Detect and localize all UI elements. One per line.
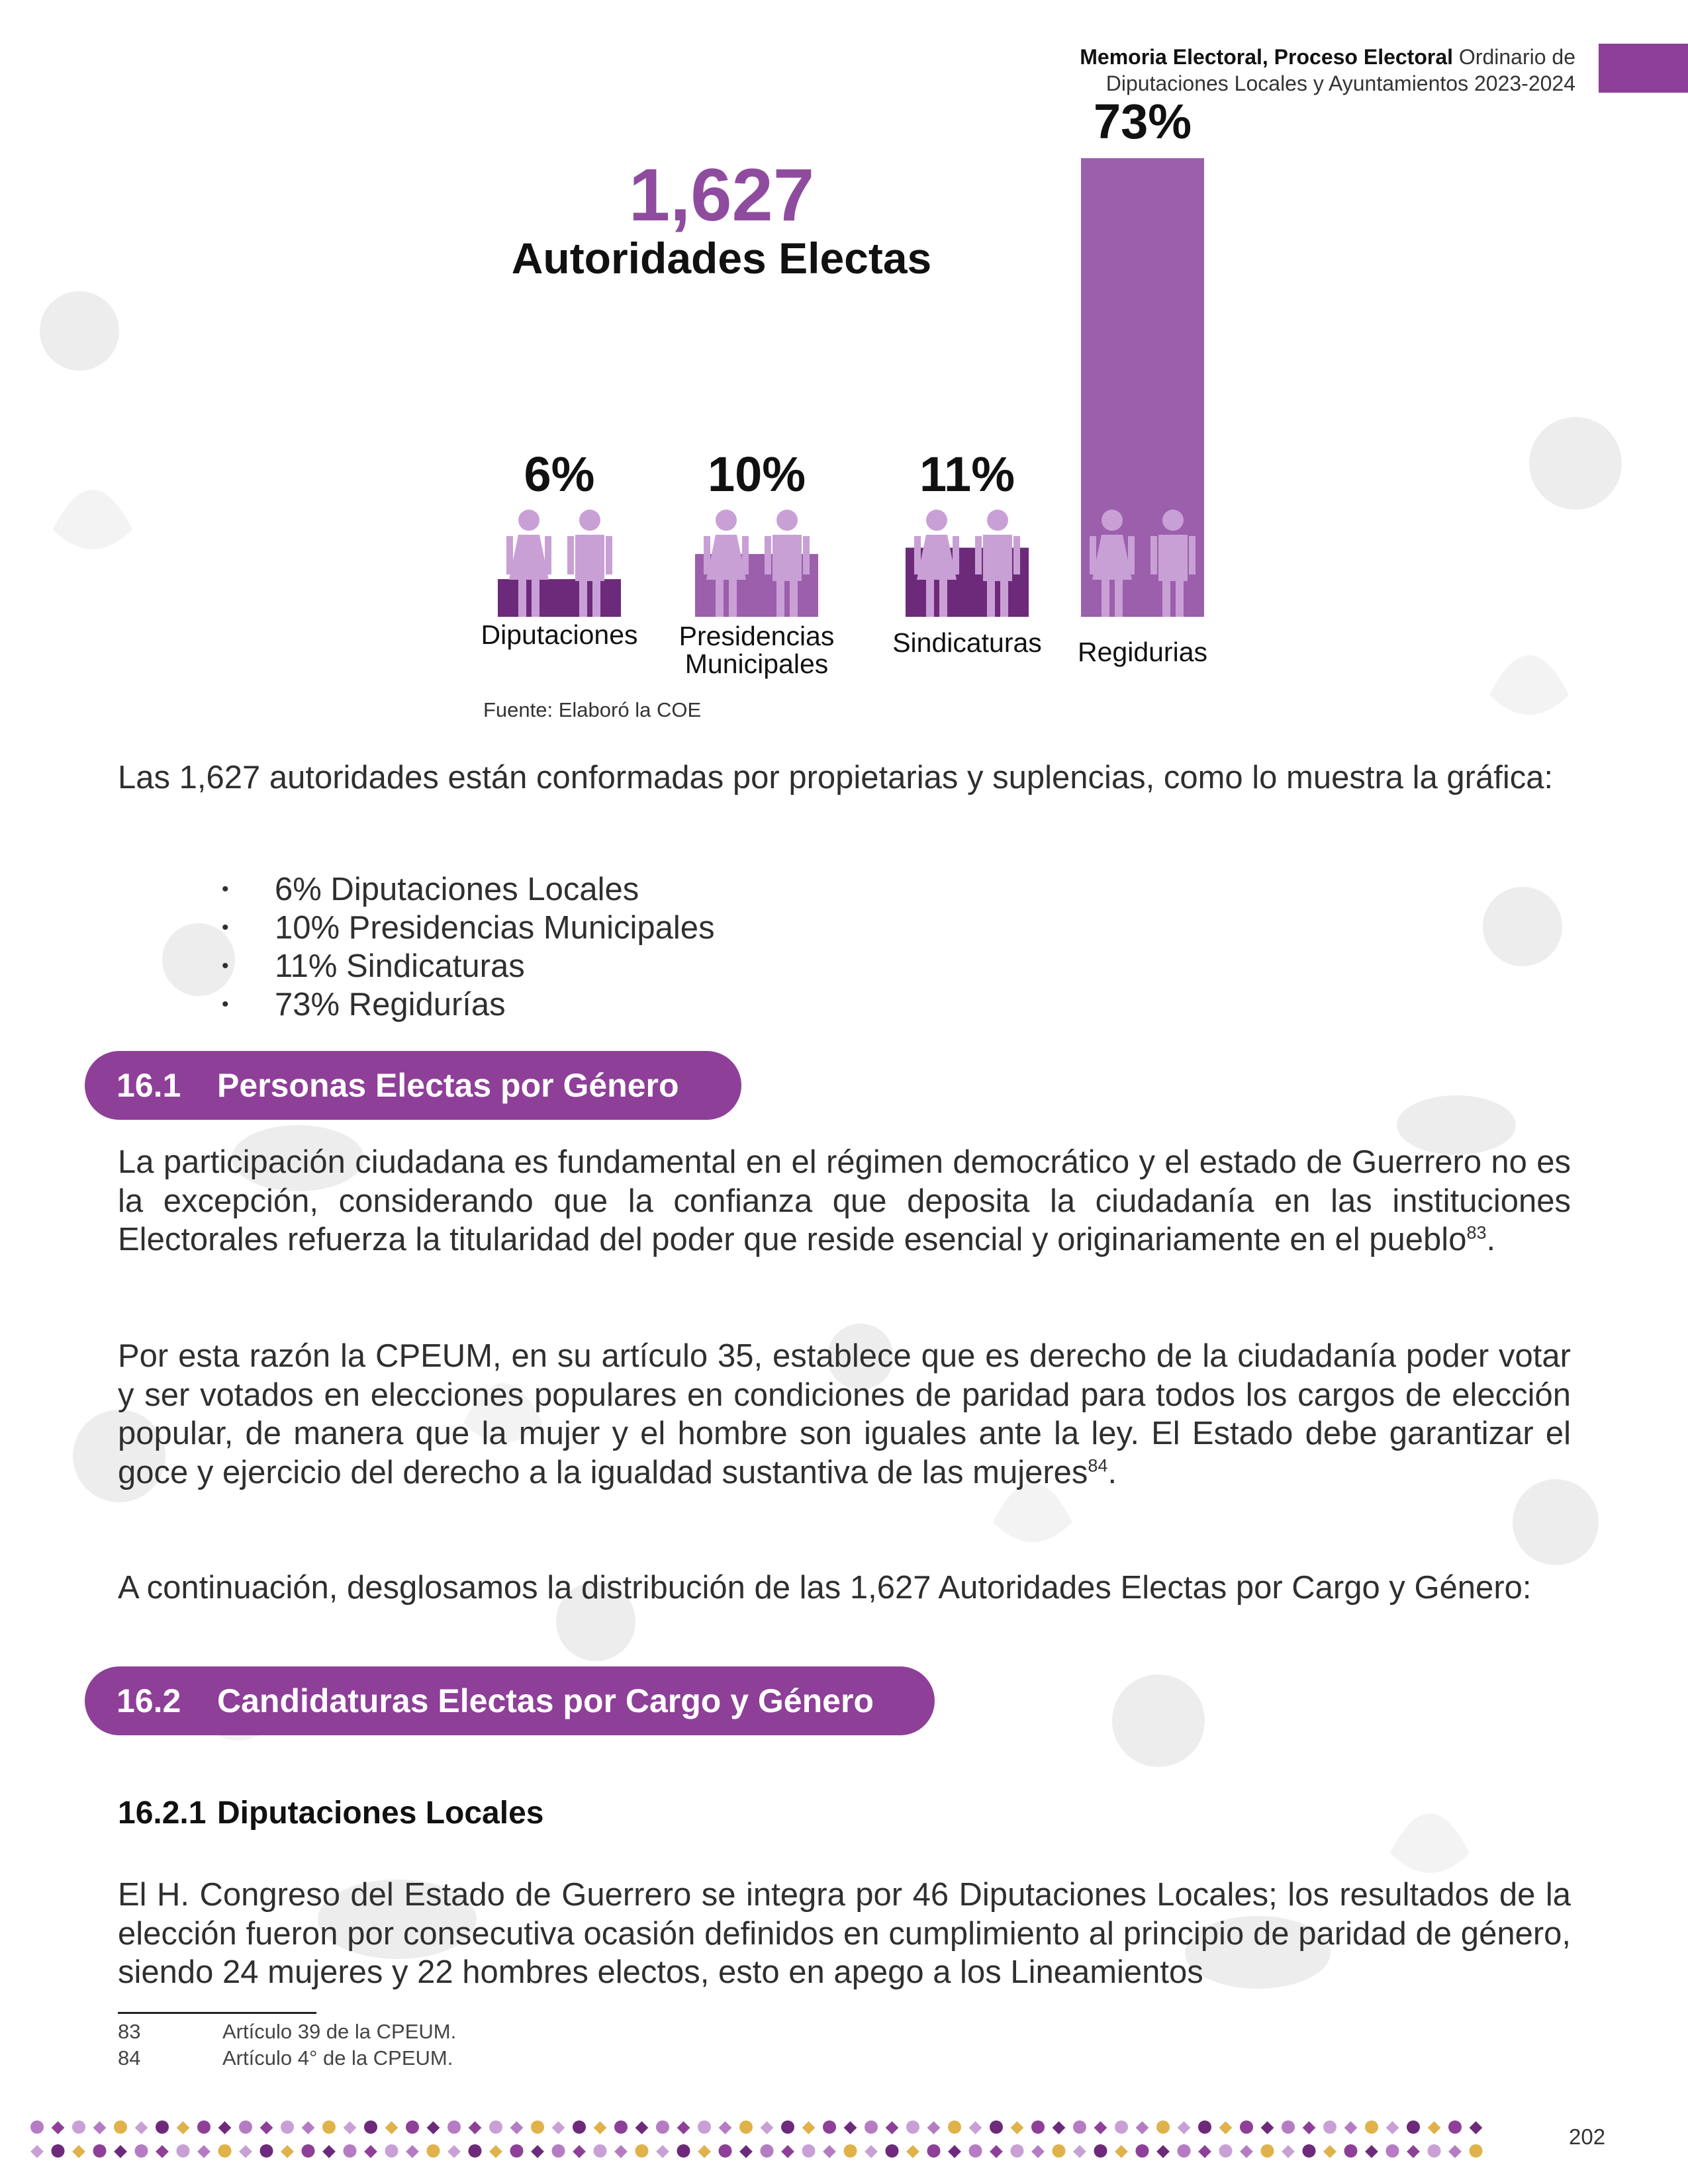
footnote-ref: 84 xyxy=(1088,1455,1108,1476)
category-label-line: Presidencias xyxy=(679,621,835,651)
chart-group xyxy=(695,510,818,617)
embroidery-motif xyxy=(719,2144,732,2158)
embroidery-motif xyxy=(1011,2121,1024,2134)
section-number: 16.2 xyxy=(117,1682,181,1719)
page-number: 202 xyxy=(1569,2124,1606,2149)
embroidery-motif xyxy=(1282,2120,1295,2134)
data-label: 11% xyxy=(919,447,1015,502)
embroidery-motif xyxy=(1240,2145,1253,2158)
category-label xyxy=(1037,638,1248,666)
embroidery-motif xyxy=(1053,2121,1066,2134)
embroidery-motif xyxy=(197,2145,211,2158)
embroidery-motif xyxy=(1094,2121,1107,2134)
embroidery-motif xyxy=(990,2145,1003,2158)
embroidery-motif xyxy=(135,2121,148,2134)
section-title: Candidaturas Electas por Cargo y Género xyxy=(217,1682,874,1719)
list-item: • 11% Sindicaturas xyxy=(222,947,715,985)
embroidery-motif xyxy=(552,2121,565,2134)
embroidery-motif xyxy=(1031,2145,1045,2158)
bullet-list xyxy=(222,870,715,1024)
chart-group xyxy=(1081,158,1204,617)
embroidery-motif xyxy=(656,2145,669,2158)
embroidery-motif xyxy=(739,2145,753,2158)
embroidery-motif xyxy=(948,2145,961,2158)
data-label: 73% xyxy=(1093,94,1192,149)
embroidery-motif xyxy=(72,2145,85,2158)
embroidery-motif xyxy=(531,2120,544,2134)
embroidery-motif xyxy=(1323,2145,1336,2158)
embroidery-motif xyxy=(844,2121,857,2134)
paragraph-text: Por esta razón la CPEUM, en su artículo 35, establece que es derecho de la ciudadanía poder votar y ser votados en elecciones populares en condiciones de paridad para todos los cargos de elección popular, de manera que la mujer y el hombre son iguales ante la ley. El Estado debe garantizar el goce y ejercicio del derecho a la igualdad sustantiva de las mujeres xyxy=(118,1338,1571,1490)
embroidery-motif xyxy=(1073,2145,1086,2158)
embroidery-motif xyxy=(72,2120,85,2134)
embroidery-motif xyxy=(906,2120,919,2134)
chart-group xyxy=(498,510,621,617)
embroidery-motif xyxy=(1053,2144,1066,2158)
embroidery-motif xyxy=(1386,2144,1399,2158)
embroidery-motif xyxy=(469,2121,482,2134)
embroidery-motif xyxy=(52,2144,65,2158)
category-label-line: Diputaciones xyxy=(481,619,638,650)
bar-chart xyxy=(0,0,1688,728)
embroidery-motif xyxy=(635,2121,649,2134)
embroidery-motif xyxy=(1094,2144,1107,2158)
embroidery-motif xyxy=(218,2121,232,2134)
embroidery-motif xyxy=(677,2144,690,2158)
section-title: Personas Electas por Género xyxy=(217,1067,679,1104)
embroidery-motif xyxy=(1407,2120,1420,2134)
embroidery-motif xyxy=(1303,2121,1316,2134)
section-heading-16-2 xyxy=(85,1666,935,1735)
embroidery-motif xyxy=(948,2120,961,2134)
embroidery-motif xyxy=(1303,2144,1316,2158)
embroidery-motif xyxy=(802,2121,816,2134)
embroidery-motif xyxy=(135,2144,148,2158)
embroidery-motif xyxy=(823,2120,836,2134)
list-item: • 6% Diputaciones Locales xyxy=(222,870,715,909)
embroidery-motif xyxy=(447,2145,461,2158)
embroidery-motif xyxy=(1178,2144,1191,2158)
embroidery-motif xyxy=(156,2145,169,2158)
embroidery-motif xyxy=(781,2145,794,2158)
chart-group xyxy=(906,510,1029,617)
category-label xyxy=(651,622,863,678)
embroidery-motif xyxy=(260,2144,273,2158)
subsection-title: Diputaciones Locales xyxy=(217,1796,544,1831)
embroidery-motif xyxy=(1073,2120,1086,2134)
embroidery-motif xyxy=(52,2121,65,2134)
embroidery-motif xyxy=(489,2120,502,2134)
embroidery-motif xyxy=(1261,2121,1274,2134)
category-label xyxy=(453,621,665,649)
embroidery-motif xyxy=(739,2120,753,2134)
embroidery-motif xyxy=(865,2145,878,2158)
embroidery-motif xyxy=(1136,2144,1149,2158)
footnote-ref: 83 xyxy=(1466,1222,1487,1243)
footnote-rule xyxy=(118,2012,316,2014)
embroidery-motif xyxy=(969,2121,982,2134)
embroidery-motif xyxy=(385,2144,399,2158)
embroidery-motif xyxy=(677,2121,690,2134)
embroidery-motif xyxy=(322,2145,336,2158)
subsection-heading xyxy=(118,1795,543,1831)
embroidery-motif xyxy=(781,2120,794,2134)
embroidery-motif xyxy=(698,2120,711,2134)
subsection-number: 16.2.1 xyxy=(118,1796,207,1831)
embroidery-motif xyxy=(1219,2121,1233,2134)
embroidery-motif xyxy=(1156,2120,1170,2134)
embroidery-motif xyxy=(573,2120,586,2134)
chart-title: 1,627 xyxy=(628,154,815,236)
embroidery-motif xyxy=(1240,2120,1253,2134)
embroidery-motif xyxy=(719,2121,732,2134)
embroidery-motif xyxy=(865,2120,878,2134)
embroidery-motif xyxy=(552,2144,565,2158)
embroidery-motif xyxy=(427,2121,440,2134)
embroidery-motif xyxy=(1365,2120,1378,2134)
embroidery-motif xyxy=(761,2121,774,2134)
embroidery-motif xyxy=(239,2120,252,2134)
embroidery-motif xyxy=(364,2120,377,2134)
paragraph-continuacion: A continuación, desglosamos la distribución de las 1,627 Autoridades Electas por Cargo y Género: xyxy=(118,1570,1532,1606)
embroidery-motif xyxy=(886,2144,899,2158)
embroidery-motif xyxy=(427,2144,440,2158)
list-item: • 10% Presidencias Municipales xyxy=(222,909,715,947)
embroidery-motif xyxy=(469,2144,482,2158)
embroidery-motif xyxy=(93,2144,107,2158)
embroidery-motif xyxy=(844,2144,857,2158)
embroidery-motif xyxy=(1011,2144,1024,2158)
embroidery-motif xyxy=(1156,2145,1170,2158)
embroidery-motif xyxy=(927,2121,941,2134)
embroidery-motif xyxy=(990,2120,1003,2134)
embroidery-motif xyxy=(1407,2145,1420,2158)
embroidery-motif xyxy=(1178,2121,1191,2134)
embroidery-motif xyxy=(1282,2145,1295,2158)
embroidery-motif xyxy=(1470,2121,1483,2134)
embroidery-motif xyxy=(1448,2120,1462,2134)
embroidery-motif xyxy=(30,2120,44,2134)
embroidery-motif xyxy=(531,2145,544,2158)
embroidery-motif xyxy=(1198,2145,1211,2158)
embroidery-motif xyxy=(447,2120,461,2134)
embroidery-motif xyxy=(510,2144,524,2158)
embroidery-motif xyxy=(177,2121,190,2134)
embroidery-motif xyxy=(802,2144,816,2158)
embroidery-motif xyxy=(969,2144,982,2158)
paragraph-end: . xyxy=(1107,1454,1117,1490)
embroidery-border xyxy=(26,2110,1503,2169)
embroidery-motif xyxy=(177,2144,190,2158)
chart-subtitle: Autoridades Electas xyxy=(511,234,932,283)
embroidery-motif xyxy=(1115,2145,1128,2158)
embroidery-motif xyxy=(281,2145,294,2158)
footnote-text: Artículo 39 de la CPEUM. xyxy=(222,2020,457,2043)
embroidery-motif xyxy=(1428,2144,1441,2158)
category-label-line: Sindicaturas xyxy=(892,627,1042,658)
embroidery-motif xyxy=(1261,2144,1274,2158)
footnote-number: 84 xyxy=(118,2046,141,2070)
header-line2: Diputaciones Locales y Ayuntamientos 2023-2024 xyxy=(1105,71,1575,95)
embroidery-motif xyxy=(30,2145,44,2158)
embroidery-motif xyxy=(886,2121,899,2134)
footnote xyxy=(118,2019,456,2045)
embroidery-motif xyxy=(573,2145,586,2158)
embroidery-motif xyxy=(93,2121,107,2134)
embroidery-motif xyxy=(489,2145,502,2158)
embroidery-motif xyxy=(197,2120,211,2134)
embroidery-motif xyxy=(344,2144,357,2158)
category-label-line: Regidurias xyxy=(1078,637,1207,667)
embroidery-motif xyxy=(823,2145,836,2158)
footnote xyxy=(118,2045,453,2071)
footnote-number: 83 xyxy=(118,2020,141,2043)
embroidery-motif xyxy=(406,2120,419,2134)
embroidery-motif xyxy=(594,2144,607,2158)
embroidery-motif xyxy=(1386,2121,1399,2134)
list-item: • 73% Regidurías xyxy=(222,985,715,1024)
embroidery-motif xyxy=(635,2144,649,2158)
embroidery-motif xyxy=(927,2144,941,2158)
embroidery-motif xyxy=(406,2145,419,2158)
header-bold: Memoria Electoral, Proceso Electoral xyxy=(1080,45,1454,69)
embroidery-motif xyxy=(510,2121,524,2134)
embroidery-motif xyxy=(344,2121,357,2134)
embroidery-motif xyxy=(1428,2121,1441,2134)
embroidery-motif xyxy=(260,2121,273,2134)
embroidery-motif xyxy=(1365,2145,1378,2158)
embroidery-motif xyxy=(1219,2144,1233,2158)
embroidery-motif xyxy=(1344,2144,1358,2158)
embroidery-motif xyxy=(364,2145,377,2158)
embroidery-motif xyxy=(385,2121,399,2134)
paragraph-participacion xyxy=(118,1143,1571,1259)
embroidery-motif xyxy=(656,2120,669,2134)
section-heading-16-1 xyxy=(85,1051,741,1120)
data-label: 6% xyxy=(524,447,595,502)
intro-paragraph: Las 1,627 autoridades están conformadas por propietarias y suplencias, como lo muestra la gráfica: xyxy=(118,760,1554,796)
data-label: 10% xyxy=(707,447,806,502)
embroidery-motif xyxy=(114,2120,127,2134)
embroidery-motif xyxy=(1136,2121,1149,2134)
chart-bar xyxy=(498,579,621,617)
embroidery-motif xyxy=(1031,2120,1045,2134)
footnote-text: Artículo 4° de la CPEUM. xyxy=(222,2046,453,2070)
section-number: 16.1 xyxy=(117,1067,181,1104)
embroidery-motif xyxy=(1198,2120,1211,2134)
paragraph-end: . xyxy=(1486,1222,1496,1257)
embroidery-motif xyxy=(114,2145,127,2158)
embroidery-motif xyxy=(156,2120,169,2134)
embroidery-motif xyxy=(1448,2145,1462,2158)
embroidery-motif xyxy=(1344,2121,1358,2134)
paragraph-congreso: El H. Congreso del Estado de Guerrero se integra por 46 Diputaciones Locales; los resultados de la elección fueron por consecutiva ocasión definidos en cumplimiento al principio de paridad de género, siendo 24 mujeres y 22 hombres electos, esto en apego a los Lineamientos xyxy=(118,1877,1571,1990)
embroidery-motif xyxy=(239,2145,252,2158)
category-label-line: Municipales xyxy=(684,649,829,679)
embroidery-motif xyxy=(302,2144,315,2158)
embroidery-motif xyxy=(1470,2144,1483,2158)
embroidery-motif xyxy=(906,2145,919,2158)
paragraph-text: La participación ciudadana es fundamental en el régimen democrático y el estado de Guerrero no es la excepción, considerando que la confianza que deposita la ciudadanía en las instituciones Electorales refuerza la titularidad del poder que reside esencial y originariamente en el pueblo xyxy=(118,1144,1571,1257)
embroidery-motif xyxy=(1323,2120,1336,2134)
embroidery-motif xyxy=(1115,2120,1128,2134)
paragraph-cpeum xyxy=(118,1337,1571,1492)
embroidery-motif xyxy=(614,2145,628,2158)
header-rest: Ordinario de xyxy=(1458,45,1575,69)
embroidery-motif xyxy=(761,2144,774,2158)
embroidery-motif xyxy=(218,2144,232,2158)
embroidery-motif xyxy=(322,2120,336,2134)
embroidery-motif xyxy=(594,2121,607,2134)
chart-source: Fuente: Elaboró la COE xyxy=(483,698,702,721)
embroidery-motif xyxy=(302,2121,315,2134)
embroidery-motif xyxy=(281,2120,294,2134)
embroidery-motif xyxy=(698,2145,711,2158)
embroidery-motif xyxy=(614,2120,628,2134)
